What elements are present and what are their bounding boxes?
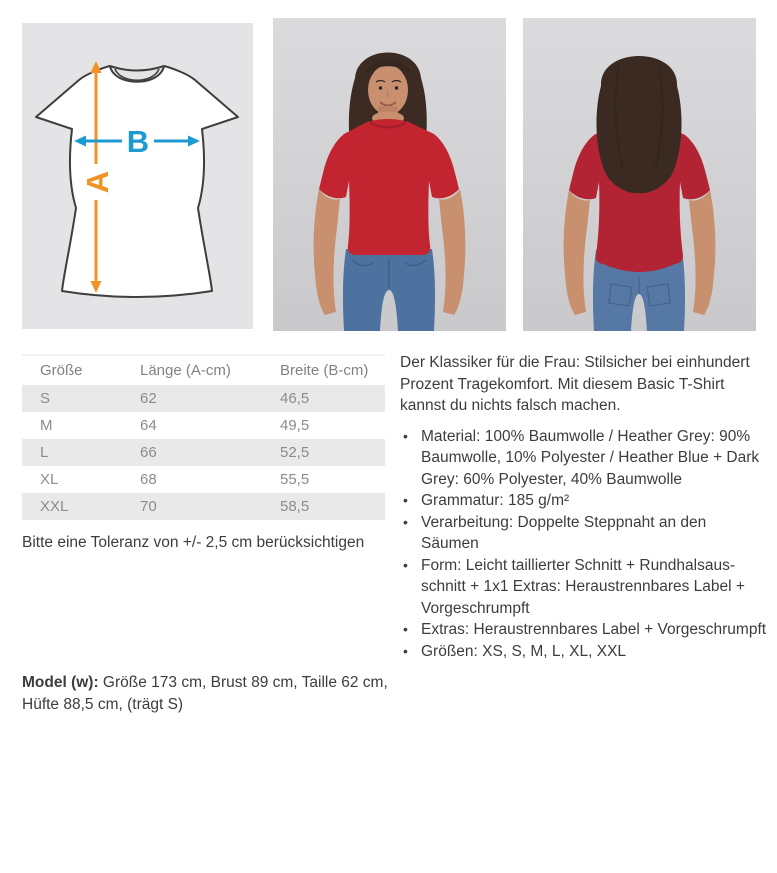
hair-back xyxy=(596,56,681,193)
size-table-header-row xyxy=(22,355,385,385)
feature-item-verarbeitung: • Verarbeitung: Doppelte Steppnaht an den Säumen xyxy=(400,512,767,555)
column-header-size: Größe xyxy=(40,362,83,379)
cell-length: 64 xyxy=(140,417,157,434)
table-row-m xyxy=(22,412,385,439)
feature-item-form: • Form: Leicht taillierter Schnitt + Rundhalsausschnitt + 1x1 Extras: Heraustrennbares Label + Vorgeschrumpft xyxy=(400,555,767,620)
cell-size: L xyxy=(40,444,49,461)
feature-list xyxy=(400,426,767,663)
feature-item-groessen: • Größen: XS, S, M, L, XL, XXL xyxy=(400,641,767,663)
model-photo-front xyxy=(273,18,506,331)
cell-width: 55,5 xyxy=(280,471,310,488)
tshirt-measurement-diagram xyxy=(22,23,253,329)
cell-width: 46,5 xyxy=(280,390,310,407)
cell-width: 58,5 xyxy=(280,498,310,515)
size-table xyxy=(22,354,385,520)
feature-item-grammatur: • Grammatur: 185 g/m² xyxy=(400,490,767,512)
model-note-text: Größe 173 cm, Brust 89 cm, Taille 62 cm, Hüfte 88,5 cm, (trägt S) xyxy=(22,674,388,713)
table-row-s xyxy=(22,385,385,412)
model-photo-back xyxy=(523,18,756,331)
tolerance-note: Bitte eine Toleranz von +/- 2,5 cm berücksichtigen xyxy=(22,534,365,551)
feature-item-material: • Material: 100% Baumwolle / Heather Grey: 90% Baumwolle, 10% Polyester / Heather Blue + Dark Grey: 60% Polyester, 40% Baumwolle xyxy=(400,426,767,491)
cell-length: 62 xyxy=(140,390,157,407)
cell-length: 66 xyxy=(140,444,157,461)
model-measurements-note xyxy=(22,672,400,715)
cell-size: XXL xyxy=(40,498,69,515)
cell-length: 68 xyxy=(140,471,157,488)
cell-size: XL xyxy=(40,471,59,488)
width-label-b: B xyxy=(126,123,150,159)
cell-size: M xyxy=(40,417,53,434)
length-label-a: A xyxy=(79,170,115,194)
model-back-illustration xyxy=(523,18,756,331)
cell-width: 49,5 xyxy=(280,417,310,434)
feature-item-extras: • Extras: Heraustrennbares Label + Vorgeschrumpft xyxy=(400,619,767,641)
table-row-l xyxy=(22,439,385,466)
column-header-length: Länge (A-cm) xyxy=(140,362,231,379)
cell-width: 52,5 xyxy=(280,444,310,461)
cell-length: 70 xyxy=(140,498,157,515)
product-description xyxy=(400,352,767,662)
table-row-xxl xyxy=(22,493,385,520)
cell-size: S xyxy=(40,390,51,407)
model-front-illustration xyxy=(273,18,506,331)
table-row-xl xyxy=(22,466,385,493)
size-diagram-image xyxy=(22,23,253,329)
column-header-width: Breite (B-cm) xyxy=(280,362,369,379)
description-intro: Der Klassiker für die Frau: Stilsicher bei einhundert Prozent Tragekomfort. Mit diesem Basic T-Shirt kannst du nichts falsch machen. xyxy=(400,354,750,414)
model-note-label: Model (w): xyxy=(22,674,99,691)
